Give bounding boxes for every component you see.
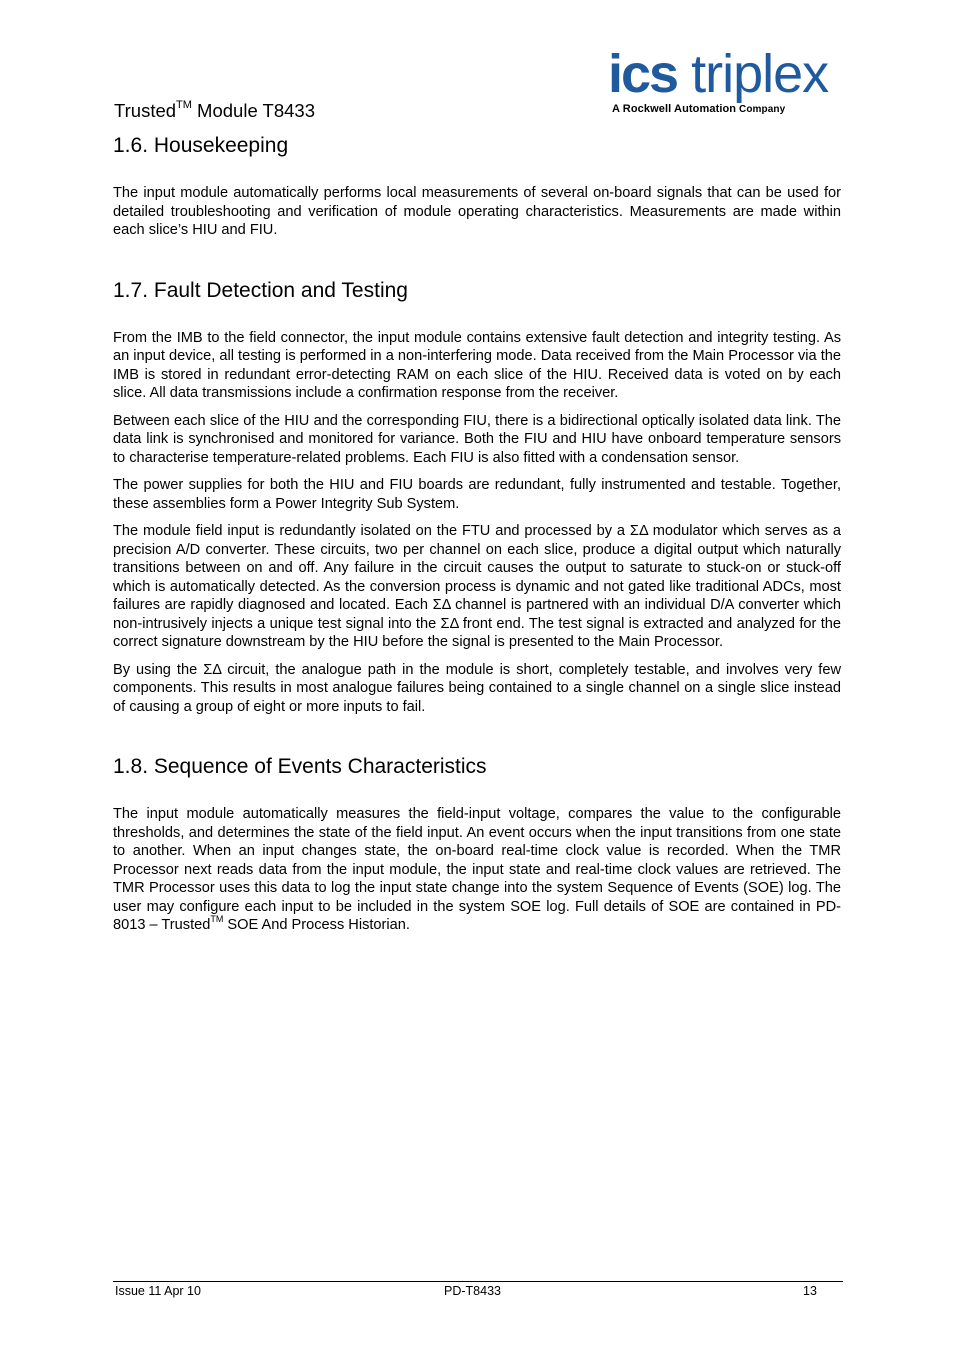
logo-tagline-brand: A Rockwell Automation: [612, 103, 737, 115]
document-header-title: [114, 100, 315, 122]
logo-wordmark-bold: ics: [608, 44, 678, 104]
section-heading-soe: 1.8. Sequence of Events Characteristics: [113, 755, 487, 778]
footer-document-id: PD-T8433: [444, 1284, 501, 1298]
header-title-suffix: Module T8433: [191, 100, 315, 121]
paragraph-fault-4: The module field input is redundantly isolated on the FTU and processed by a ΣΔ modulator which serves as a precision A/D converter. These circuits, two per channel on each slice, produce a digital output which naturally transitions between on and off. Any failure in the circuit causes the output to saturate to stuck-on or stuck-off which is automatically detected. As the conversion process is dynamic and not gated like traditional ADCs, most failures are rapidly diagnosed and located. Each ΣΔ channel is partnered with an individual D/A converter which non-intrusively injects a unique test signal into the ΣΔ front end. The test signal is extracted and analyzed for the correct signature downstream by the HIU before the signal is presented to the Main Processor.: [113, 523, 841, 650]
logo-tagline-company: Company: [736, 104, 786, 115]
paragraph-soe: [113, 805, 841, 935]
paragraph-fault-3: The power supplies for both the HIU and FIU boards are redundant, fully instrumented and testable. Together, these assemblies form a Power Integrity Sub System.: [113, 477, 841, 512]
paragraph-soe-end: SOE And Process Historian.: [223, 917, 410, 933]
logo-tagline: [612, 103, 785, 115]
ics-triplex-logo: [608, 44, 844, 120]
footer-page-number: 13: [803, 1284, 817, 1298]
header-title-prefix: Trusted: [114, 100, 177, 121]
paragraph-fault-1: From the IMB to the field connector, the input module contains extensive fault detection and integrity testing. As an input device, all testing is performed in a non-interfering mode. Data received from the Main Processor via the IMB is stored in redundant error-detecting RAM on each slice of the HIU. Received data is voted on by each slice. All data transmissions include a confirmation response from the receiver.: [113, 329, 841, 401]
paragraph-fault-5: By using the ΣΔ circuit, the analogue path in the module is short, completely testable, and involves very few components. This results in most analogue failures being contained to a single channel on a single slice instead of causing a group of eight or more inputs to fail.: [113, 661, 841, 715]
section-heading-fault-detection: 1.7. Fault Detection and Testing: [113, 278, 408, 302]
footer-issue: Issue 11 Apr 10: [115, 1284, 201, 1298]
trademark-superscript: TM: [176, 98, 192, 111]
document-body: [113, 131, 841, 935]
section-heading-housekeeping: 1.6. Housekeeping: [113, 134, 289, 157]
footer-divider: [113, 1281, 843, 1282]
logo-wordmark-light: triplex: [677, 44, 829, 104]
paragraph-fault-2: Between each slice of the HIU and the corresponding FIU, there is a bidirectional optically isolated data link. The data link is synchronised and monitored for variance. Both the FIU and HIU have onboard temperature sensors to characterise temperature-related problems. Each FIU is also fitted with a condensation sensor.: [113, 412, 841, 466]
trademark-superscript: TM: [210, 914, 224, 925]
paragraph-soe-main: The input module automatically measures the field-input voltage, compares the value to the configurable thresholds, and determines the state of the field input. An event occurs when the input transitions from one state to another. When an input changes state, the on-board real-time clock value is recorded. When the TMR Processor next reads data from the input module, the input state and real-time clock values are retrieved. The TMR Processor uses this data to log the input state change into the system Sequence of Events (SOE) log. The user may configure each input to be included in the system SOE log. Full details of SOE are contained in PD-8013 – Trusted: [113, 806, 841, 933]
logo-wordmark: [608, 44, 828, 104]
paragraph-housekeeping: The input module automatically performs local measurements of several on-board signals that can be used for detailed troubleshooting and verification of module operating characteristics. Measurements are made within each slice’s HIU and FIU.: [113, 185, 841, 238]
